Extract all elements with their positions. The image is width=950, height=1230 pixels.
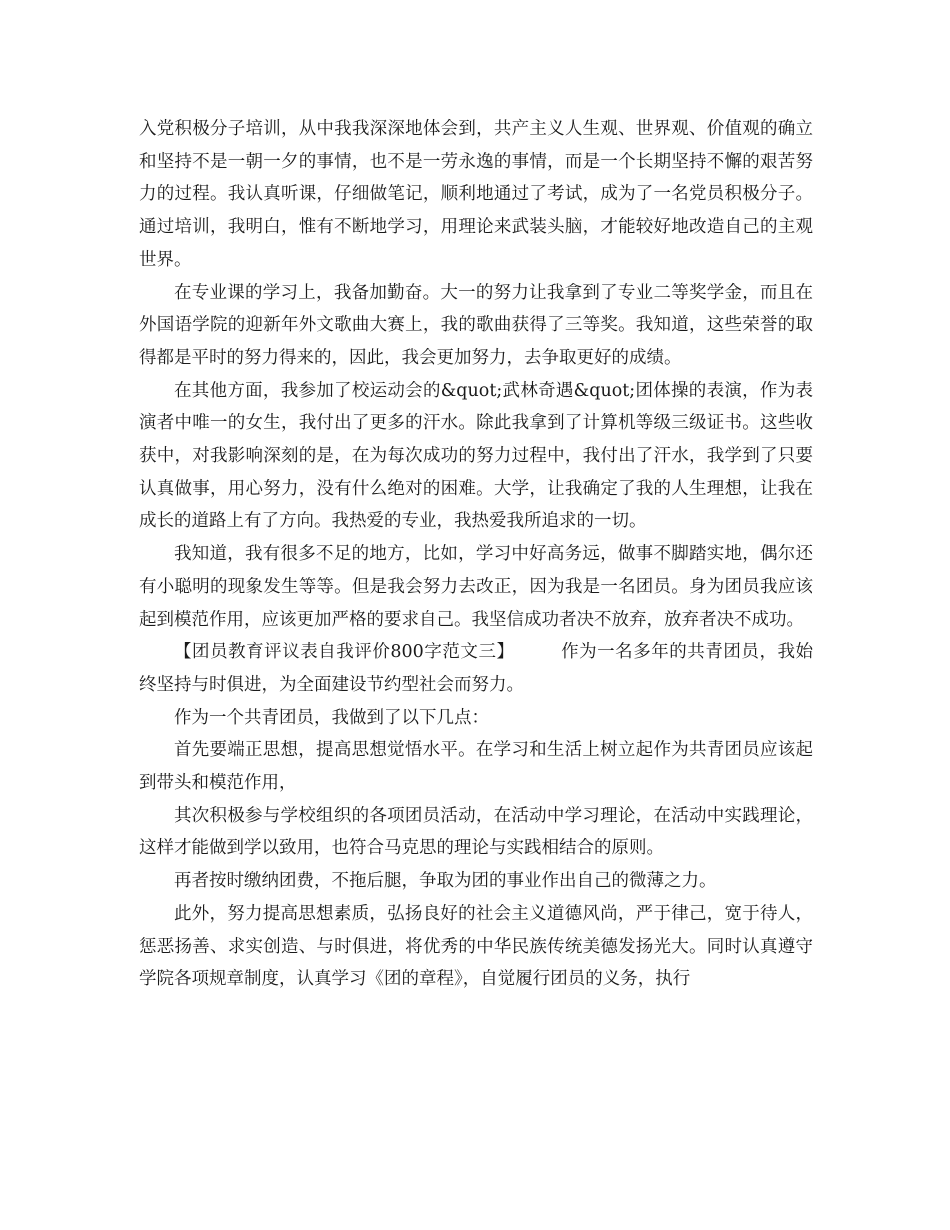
paragraph-9: 再者按时缴纳团费，不拖后腿，争取为团的事业作出自己的微薄之力。 (174, 871, 717, 892)
paragraph-6: 作为一个共青团员，我做到了以下几点： (174, 707, 489, 728)
paragraph-10: 此外，努力提高思想素质，弘扬良好的社会主义道德风尚，严于律己，宽于待人，惩恶扬善、求实创造、与时俱进，将优秀的中华民族传统美德发扬光大。同时认真遵守学院各项规章制度，认真学习《团的章程》，自觉履行团员的义务，执行 (139, 903, 813, 990)
paragraph-3: 在其他方面，我参加了校运动会的&quot;武林奇遇&quot;团体操的表演，作为表演者中唯一的女生，我付出了更多的汗水。除此我拿到了计算机等级三级证书。这些收获中，对我影响深刻的是，在为每次成功的努力过程中，我付出了汗水，我学到了只要认真做事，用心努力，没有什么绝对的困难。大学，让我确定了我的人生理想，让我在成长的道路上有了方向。我热爱的专业，我热爱我所追求的一切。 (139, 380, 813, 532)
document-body (139, 113, 813, 996)
paragraph-5-text: 作为一名多年的共青团员，我始终坚持与时俱进，为全面建设节约型社会而努力。 (139, 642, 814, 695)
paragraph-8: 其次积极参与学校组织的各项团员活动，在活动中学习理论，在活动中实践理论，这样才能做到学以致用，也符合马克思的理论与实践相结合的原则。 (139, 805, 813, 859)
section-heading: 【团员教育评议表自我评价800字范文三】 (174, 642, 515, 663)
paragraph-1: 入党积极分子培训，从中我我深深地体会到，共产主义人生观、世界观、价值观的确立和坚持不是一朝一夕的事情，也不是一劳永逸的事情，而是一个长期坚持不懈的艰苦努力的过程。我认真听课，仔细做笔记，顺利地通过了考试，成为了一名党员积极分子。通过培训，我明白，惟有不断地学习，用理论来武装头脑，才能较好地改造自己的主观世界。 (139, 119, 813, 270)
paragraph-2: 在专业课的学习上，我备加勤奋。大一的努力让我拿到了专业二等奖学金，而且在外国语学院的迎新年外文歌曲大赛上，我的歌曲获得了三等奖。我知道，这些荣誉的取得都是平时的努力得来的，因此，我会更加努力，去争取更好的成绩。 (139, 282, 813, 368)
paragraph-7: 首先要端正思想，提高思想觉悟水平。在学习和生活上树立起作为共青团员应该起到带头和模范作用， (139, 740, 813, 794)
paragraph-4: 我知道，我有很多不足的地方，比如，学习中好高务远，做事不脚踏实地，偶尔还有小聪明的现象发生等等。但是我会努力去改正，因为我是一名团员。身为团员我应该起到模范作用，应该更加严格的要求自己。我坚信成功者决不放弃，放弃者决不成功。 (139, 544, 813, 630)
paragraph-5 (139, 636, 813, 701)
